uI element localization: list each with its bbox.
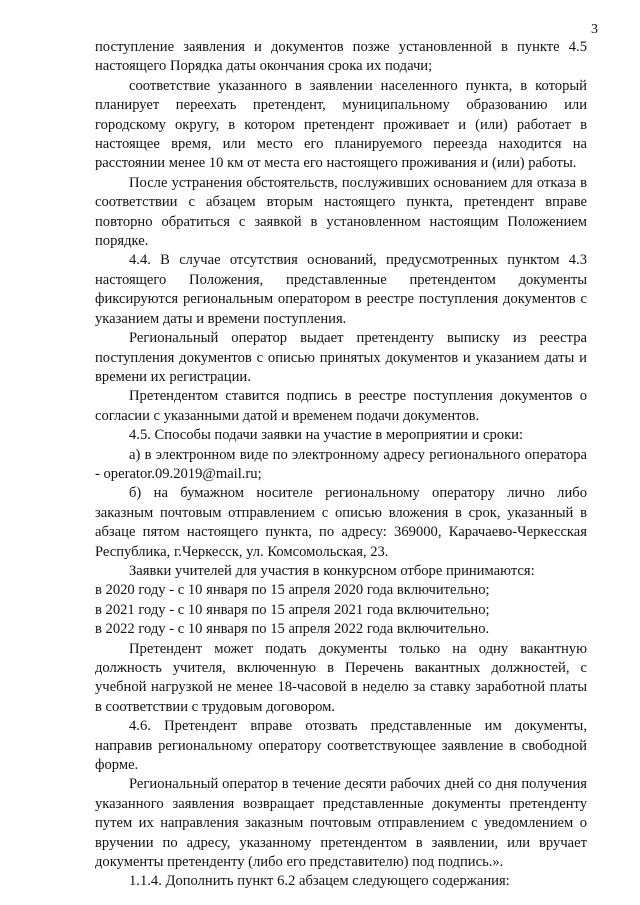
- paragraph-late-submission: поступление заявления и документов позже установленной в пункте 4.5 настоящего Порядка даты окончания срока их подачи;: [95, 39, 587, 75]
- paragraph-4-4-registration: 4.4. В случае отсутствия оснований, предусмотренных пунктом 4.3 настоящего Положения, представленные претендентом документы фиксируются региональным оператором в реестре поступления документов с указанием даты и времени поступления.: [95, 252, 587, 327]
- paragraph-settlement-correspondence: соответствие указанного в заявлении населенного пункта, в который планирует переехать претендент, муниципальному образованию или городскому округу, в котором претендент проживает и (или) работает в настоящее время, или место его планируемого переезда находится на расстоянии менее 10 км от места его настоящего проживания и (или) работы.: [95, 77, 587, 172]
- paragraph-period-2020: в 2020 году - с 10 января по 15 апреля 2020 года включительно;: [95, 582, 490, 599]
- paragraph-document-return: Региональный оператор в течение десяти рабочих дней со дня получения указанного заявления возвращает представленные документы претенденту путем их направления заказным почтовым отправлением с уведомлением о вручении по адресу, указанному претендентом в заявлении, или вручает документы претенденту (либо его представителю) под подпись.».: [95, 776, 587, 871]
- paragraph-registry-extract: Региональный оператор выдает претенденту выписку из реестра поступления документов с описью принятых документов и указанием даты и времени их регистрации.: [95, 330, 587, 385]
- paragraph-4-6-withdrawal: 4.6. Претендент вправе отозвать представленные им документы, направив региональному оператору соответствующее заявление в свободной форме.: [95, 718, 587, 774]
- paragraph-period-2022: в 2022 году - с 10 января по 15 апреля 2022 года включительно.: [95, 621, 490, 638]
- paragraph-period-2021: в 2021 году - с 10 января по 15 апреля 2021 года включительно;: [95, 601, 490, 618]
- paragraph-electronic-submission: а) в электронном виде по электронному адресу регионального оператора - operator.09.2019@mail.ru;: [95, 446, 587, 482]
- paragraph-single-vacancy: Претендент может подать документы только на одну вакантную должность учителя, включенную в Перечень вакантных должностей, с учебной нагрузкой не менее 18-часовой в неделю за ставку заработной платы в соответствии с трудовым договором.: [95, 640, 587, 715]
- page-number: 3: [591, 22, 598, 37]
- paragraph-paper-submission: б) на бумажном носителе региональному оператору лично либо заказным почтовым отправлением с описью вложения в срок, указанный в абзаце пятом настоящего пункта, по адресу: 369000, Карачаево-Черкесская Республика, г.Черкесск, ул. Комсомольская, 23.: [95, 485, 587, 560]
- paragraph-4-5-methods: 4.5. Способы подачи заявки на участие в мероприятии и сроки:: [129, 427, 524, 444]
- paragraph-signature-consent: Претендентом ставится подпись в реестре поступления документов о согласии с указанными датой и временем подачи документов.: [95, 388, 587, 424]
- document-body: [95, 38, 587, 892]
- paragraph-application-periods: Заявки учителей для участия в конкурсном отборе принимаются:: [129, 562, 535, 579]
- paragraph-resubmission: После устранения обстоятельств, послуживших основанием для отказа в соответствии с абзацем вторым настоящего пункта, претендент вправе повторно обратиться с заявкой в установленном настоящим Положением порядке.: [95, 174, 587, 250]
- paragraph-1-1-4-amendment: 1.1.4. Дополнить пункт 6.2 абзацем следующего содержания:: [129, 873, 510, 890]
